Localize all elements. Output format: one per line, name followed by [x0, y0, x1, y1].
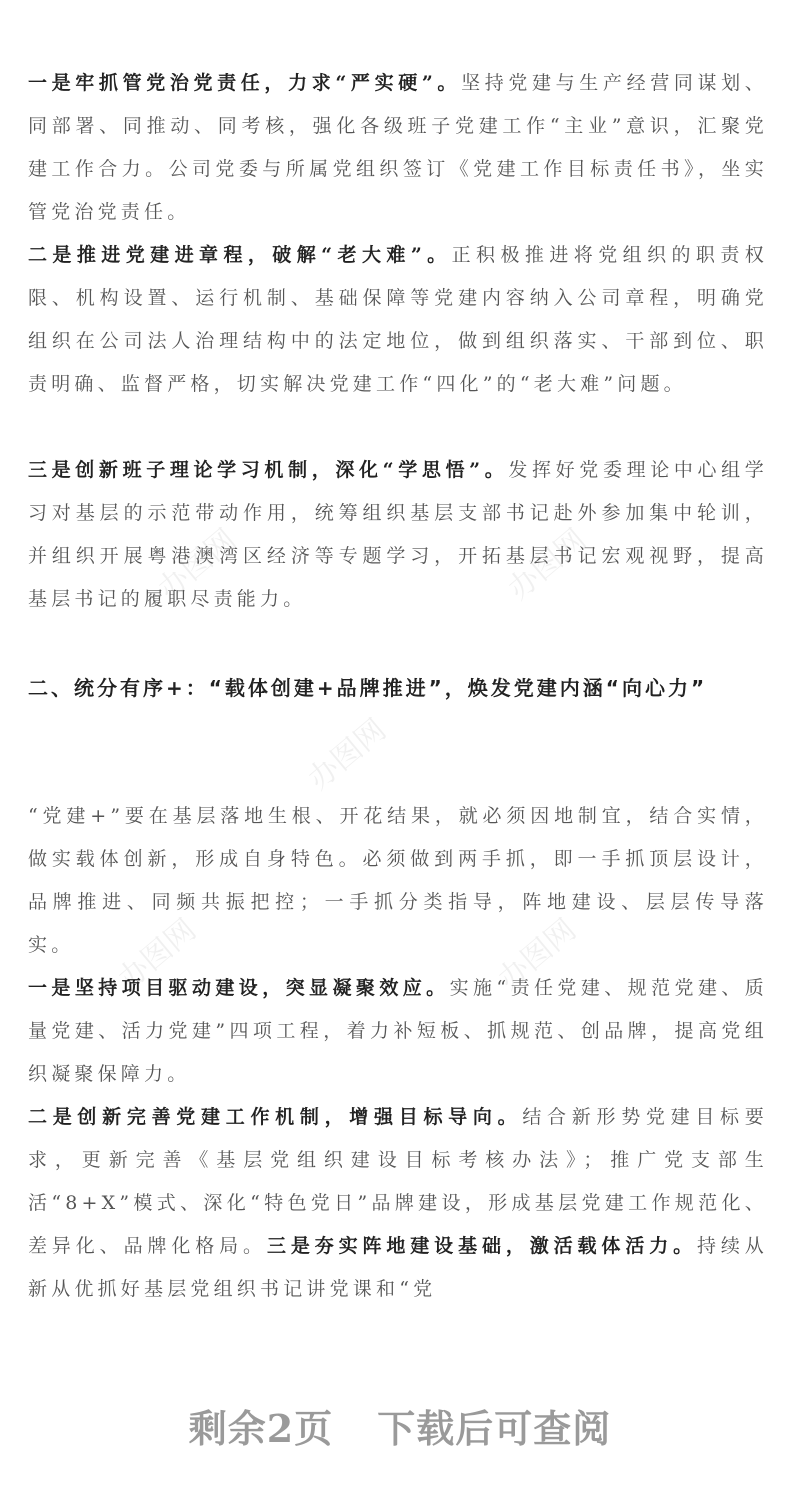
paragraph-lead: 三是夯实阵地建设基础，激活载体活力。 [266, 1235, 697, 1257]
watermark: 办图网 [151, 522, 243, 608]
paragraph-lead: 三是创新班子理论学习机制，深化“学思悟”。 [28, 459, 509, 481]
paragraph-body: 发挥好党委理论中心组学习对基层的示范带动作用，统筹组织基层支部书记赴外参加集中轮训，并组织开展粤港澳湾区经济等专题学习，开拓基层书记宏观视野，提高基层书记的履职尽责能力。 [28, 459, 769, 610]
paragraph-body: “党建+”要在基层落地生根、开花结果，就必须因地制宜，结合实情，做实载体创新，形成自身特色。必须做到两手抓，即一手抓顶层设计，品牌推进、同频共振把控；一手抓分类指导，阵地建设、层层传导落实。 [28, 805, 768, 956]
paragraph-lead: 一是牢抓管党治党责任，力求“严实硬”。 [28, 72, 462, 94]
paragraph-lead: 二是推进党建进章程，破解“老大难”。 [28, 244, 452, 266]
paragraph [28, 234, 768, 406]
watermark: 办图网 [491, 912, 583, 998]
paragraph-body: 坚持党建与生产经营同谋划、同部署、同推动、同考核，强化各级班子党建工作“主业”意识，汇聚党建工作合力。公司党委与所属党组织签订《党建工作目标责任书》，坐实管党治党责任。 [28, 72, 768, 223]
paragraph-lead: 一是坚持项目驱动建设，突显凝聚效应。 [28, 977, 450, 999]
watermark: 办图网 [501, 522, 593, 608]
paragraph-body: 持续从新从优抓好基层党组织书记讲党课和“党 [28, 1235, 768, 1300]
paragraph [28, 1096, 768, 1311]
paragraph-lead: 二是创新完善党建工作机制，增强目标导向。 [28, 1106, 523, 1128]
paragraph-body: 正积极推进将党组织的职责权限、机构设置、运行机制、基础保障等党建内容纳入公司章程，明确党组织在公司法人治理结构中的法定地位，做到组织落实、干部到位、职责明确、监督严格，切实解决党建工作“四化”的“老大难”问题。 [28, 244, 768, 395]
watermark: 办图网 [111, 912, 203, 998]
paragraph [28, 62, 768, 234]
paragraph [28, 795, 768, 967]
section-heading: 二、统分有序+：“载体创建+品牌推进”，焕发党建内涵“向心力” [28, 676, 708, 700]
paragraph [28, 449, 768, 621]
watermark: 办图网 [301, 712, 393, 798]
remaining-pages-text: 剩余2页 [188, 1406, 334, 1451]
download-prompt-text: 下载后可查阅 [377, 1406, 612, 1451]
paragraph [28, 967, 768, 1096]
paragraph-body: 实施“责任党建、规范党建、质量党建、活力党建”四项工程，着力补短板、抓规范、创品牌，提高党组织凝聚保障力。 [28, 977, 768, 1085]
remaining-pages-banner [0, 1398, 800, 1453]
paragraph-body: 结合新形势党建目标要求，更新完善《基层党组织建设目标考核办法》；推广党支部生活“8+X”模式、深化“特色党日”品牌建设，形成基层党建工作规范化、差异化、品牌化格局。 [28, 1106, 768, 1257]
